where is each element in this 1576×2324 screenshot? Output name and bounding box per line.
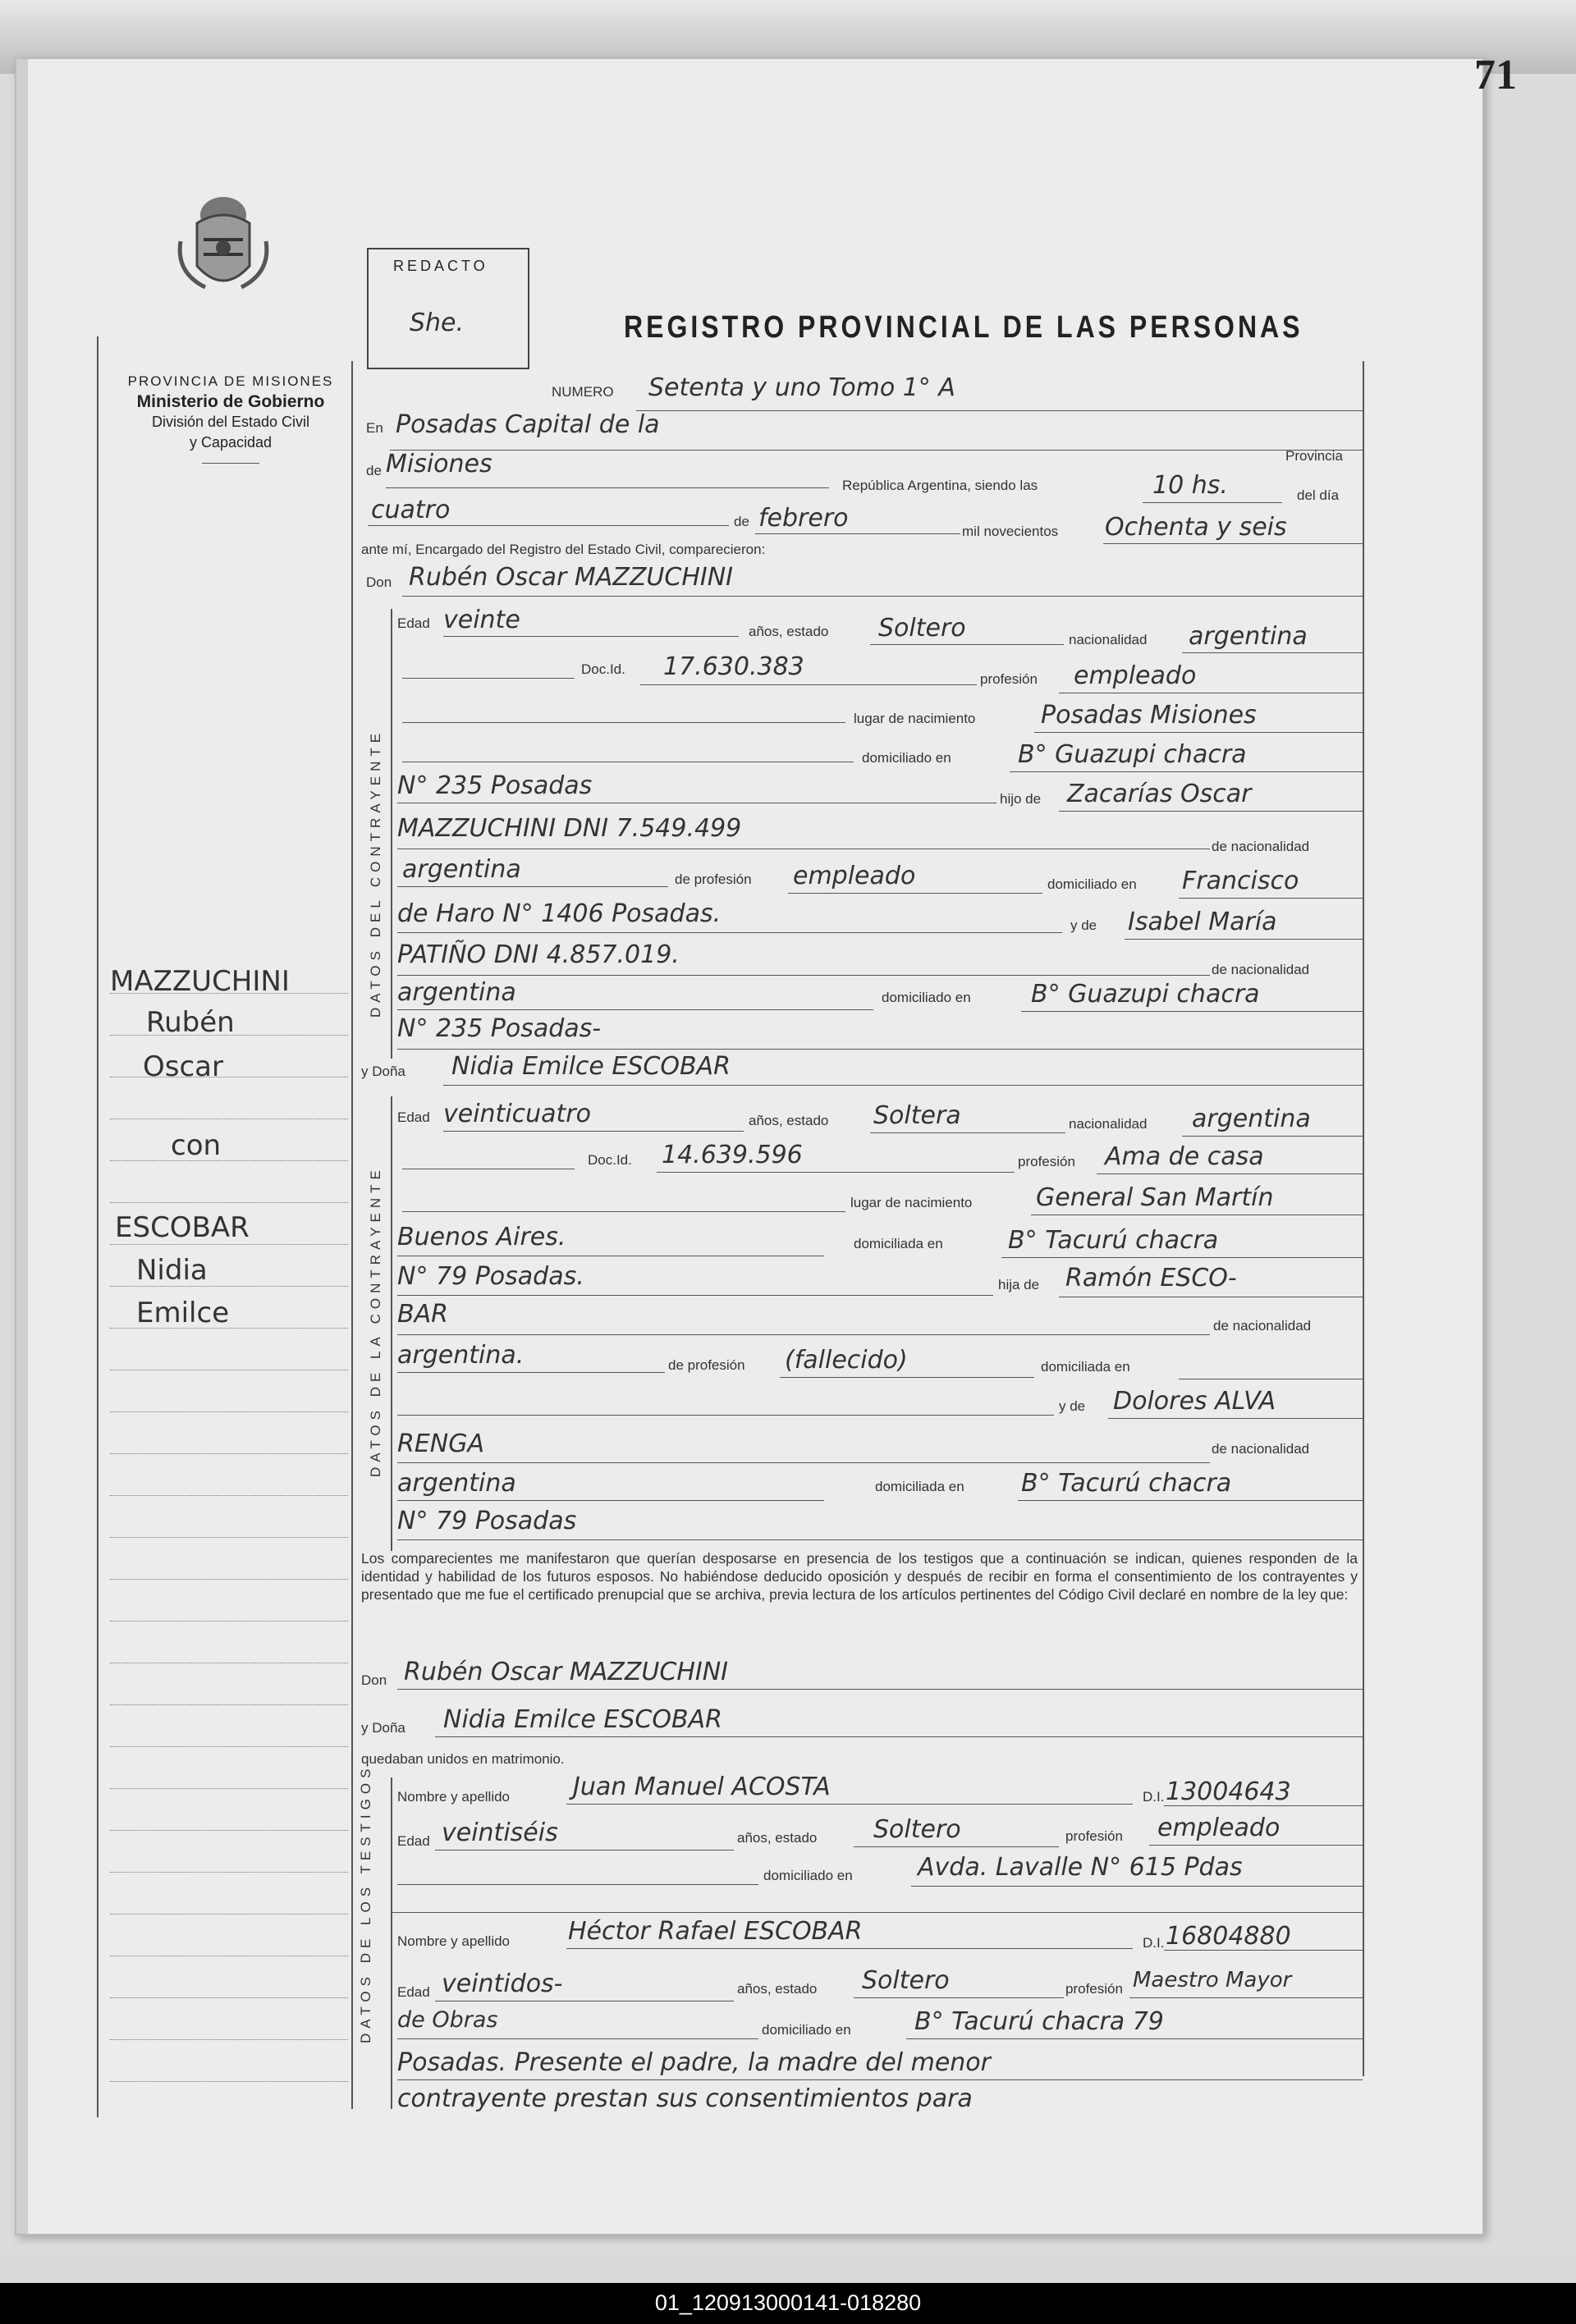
margin-note-bride-surname: ESCOBAR <box>115 1211 250 1244</box>
line <box>1125 939 1363 940</box>
groom-father-2: MAZZUCHINI DNI 7.549.499 <box>397 814 742 843</box>
line <box>640 684 977 685</box>
ante-mi-text: ante mí, Encargado del Registro del Estado Civil, comparecieron: <box>361 542 766 557</box>
line <box>755 533 960 534</box>
nacionalidad-label: nacionalidad <box>1069 632 1148 647</box>
nombre-label: Nombre y apellido <box>397 1933 511 1949</box>
anios-label: años, estado <box>749 624 829 639</box>
y-de-label: y de <box>1059 1398 1086 1414</box>
line <box>657 1172 1015 1173</box>
margin-ruled-line <box>110 1746 348 1747</box>
line <box>1182 1136 1363 1137</box>
de-nacionalidad-label: de nacionalidad <box>1212 962 1310 977</box>
section-line <box>391 609 392 1059</box>
don-label: Don <box>361 1672 387 1688</box>
margin-ruled-line <box>110 1160 348 1161</box>
bride-name: Nidia Emilce ESCOBAR <box>451 1052 731 1081</box>
domiciliado-label: domiciliado en <box>763 1868 853 1883</box>
bride-doc: 14.639.596 <box>662 1141 803 1169</box>
line <box>566 1804 1133 1805</box>
groom-father-profession: empleado <box>793 862 916 890</box>
bride-mother-nationality: argentina <box>397 1469 516 1498</box>
day: cuatro <box>371 496 451 524</box>
edad-label: Edad <box>397 1984 430 2000</box>
line <box>397 2038 758 2039</box>
bride-father: Ramón ESCO- <box>1065 1264 1237 1292</box>
redacto-initials: She. <box>410 309 465 337</box>
act-number: Setenta y uno Tomo 1° A <box>648 373 955 402</box>
line <box>911 1886 1363 1887</box>
witness-2-note-2: contrayente prestan sus consentimientos para <box>397 2084 973 2113</box>
bride-father-nationality: argentina. <box>397 1341 525 1370</box>
groom-profession: empleado <box>1074 661 1197 690</box>
domiciliado-label: domiciliado en <box>862 750 951 766</box>
line <box>1010 771 1363 772</box>
line <box>391 1912 1363 1913</box>
witness-2-id: 16804880 <box>1166 1922 1291 1951</box>
line <box>435 1736 1363 1737</box>
place: Posadas Capital de la <box>396 410 660 439</box>
groom-name: Rubén Oscar MAZZUCHINI <box>409 563 734 592</box>
bride-birthplace: General San Martín <box>1036 1183 1274 1212</box>
line <box>1059 811 1363 812</box>
line <box>397 1462 1210 1463</box>
anios-label: años, estado <box>749 1113 829 1128</box>
doc-label: Doc.Id. <box>588 1152 632 1168</box>
groom-father-address-2: de Haro N° 1406 Posadas. <box>397 899 722 928</box>
line <box>636 410 1363 411</box>
right-border-line <box>1363 361 1364 2076</box>
groom-mother: Isabel María <box>1128 908 1277 936</box>
edad-label: Edad <box>397 1833 430 1849</box>
domiciliado-label: domiciliado en <box>882 990 971 1005</box>
groom-civil-status: Soltero <box>878 614 966 643</box>
de-nacionalidad-label: de nacionalidad <box>1212 839 1310 854</box>
groom-doc: 17.630.383 <box>663 652 804 681</box>
line <box>397 1500 824 1501</box>
bride-section-label: DATOS DE LA CONTRAYENTE <box>368 1165 383 1477</box>
month: febrero <box>758 504 849 533</box>
line <box>870 1132 1065 1133</box>
bride-age: veinticuatro <box>443 1100 591 1128</box>
groom-birthplace: Posadas Misiones <box>1041 701 1257 730</box>
legal-statement: Los comparecientes me manifestaron que querían desposarse en presencia de los testigos que a continuación se indican, quienes responden de la identidad y habilidad de los futuros esposos. No habiéndose deducido oposición y después de recibir en forma el consentimiento de los contrayentes y presentado que me fue el certificado prenupcial que se archiva, previa lectura de los artículos pertinentes del Código Civil declaré en nombre de la ley que: <box>361 1550 1358 1603</box>
nombre-label: Nombre y apellido <box>397 1789 511 1805</box>
witness-1-profession: empleado <box>1157 1814 1280 1842</box>
dona-label: y Doña <box>361 1064 405 1079</box>
line <box>397 1689 1363 1690</box>
domiciliado-label: domiciliado en <box>762 2022 851 2038</box>
witness-2-civil-status: Soltero <box>862 1966 950 1995</box>
republica-label: República Argentina, siendo las <box>842 478 1038 493</box>
section-line <box>391 1777 392 2109</box>
witness-2-name: Héctor Rafael ESCOBAR <box>568 1917 863 1946</box>
line <box>1097 1173 1363 1174</box>
groom-address-2: N° 235 Posadas <box>397 771 593 800</box>
redacto-label: REDACTO <box>393 258 488 274</box>
bride-mother: Dolores ALVA <box>1113 1387 1276 1416</box>
bride-father-2: BAR <box>397 1300 448 1329</box>
witness-2-profession-2: de Obras <box>397 2007 498 2033</box>
di-label: D.I. <box>1143 1789 1165 1805</box>
margin-ruled-line <box>110 1872 348 1873</box>
witness-1-name: Juan Manuel ACOSTA <box>573 1773 831 1801</box>
line <box>397 1415 1054 1416</box>
margin-ruled-line <box>110 1704 348 1705</box>
line <box>1103 543 1363 544</box>
de-label: de <box>366 463 382 478</box>
edad-label: Edad <box>397 615 430 631</box>
redacto-box <box>367 248 529 369</box>
margin-ruled-line <box>110 2081 348 2082</box>
margin-ruled-line <box>110 1621 348 1622</box>
issuing-office <box>105 371 356 464</box>
bride-civil-status: Soltera <box>873 1101 961 1130</box>
groom-father-nationality: argentina <box>402 855 521 884</box>
profesion-label: profesión <box>1018 1154 1075 1169</box>
de-label-2: de <box>734 514 749 529</box>
groom-father-address: Francisco <box>1182 867 1299 895</box>
margin-ruled-line <box>110 1202 348 1203</box>
line <box>402 1211 845 1212</box>
left-margin-line <box>97 336 98 2117</box>
line <box>1021 1011 1363 1012</box>
bride-address-2: N° 79 Posadas. <box>397 1262 584 1291</box>
line <box>854 1846 1059 1847</box>
witness-1-age: veintiséis <box>442 1818 558 1847</box>
line <box>397 1334 1210 1335</box>
margin-note-con: con <box>171 1129 222 1162</box>
line <box>390 450 1363 451</box>
line <box>443 1085 1363 1086</box>
line <box>397 932 1062 933</box>
hija-label: hija de <box>998 1277 1040 1292</box>
line <box>906 2038 1363 2039</box>
margin-ruled-line <box>110 1244 348 1245</box>
witness-2-note-1: Posadas. Presente el padre, la madre del menor <box>397 2048 991 2077</box>
witness-2-profession: Maestro Mayor <box>1133 1968 1292 1992</box>
groom-mother-address-2: N° 235 Posadas- <box>397 1014 602 1043</box>
document-title: REGISTRO PROVINCIAL DE LAS PERSONAS <box>624 309 1303 345</box>
line <box>397 1884 758 1885</box>
margin-ruled-line <box>110 1495 348 1496</box>
groom-father: Zacarías Oscar <box>1067 780 1252 808</box>
bride-name-declaration: Nidia Emilce ESCOBAR <box>443 1705 722 1734</box>
line <box>1001 1257 1363 1258</box>
margin-ruled-line <box>110 1914 348 1915</box>
bride-profession: Ama de casa <box>1105 1142 1264 1171</box>
line <box>397 1372 665 1373</box>
margin-note-bride-middle-name: Emilce <box>136 1297 230 1329</box>
line <box>1182 652 1363 653</box>
margin-ruled-line <box>110 1411 348 1412</box>
line <box>397 1049 1363 1050</box>
line <box>1018 1500 1363 1501</box>
dona-label: y Doña <box>361 1720 405 1736</box>
margin-ruled-line <box>110 1788 348 1789</box>
de-profesion-label: de profesión <box>668 1357 745 1373</box>
bride-father-profession: (fallecido) <box>785 1346 908 1375</box>
nacionalidad-label: nacionalidad <box>1069 1116 1148 1132</box>
hijo-label: hijo de <box>1000 791 1042 807</box>
line <box>397 1295 993 1296</box>
anios-label: años, estado <box>737 1830 818 1846</box>
groom-mother-nationality: argentina <box>397 978 516 1007</box>
background-bottom <box>0 2257 1576 2283</box>
margin-ruled-line <box>110 1579 348 1580</box>
de-nacionalidad-label: de nacionalidad <box>1213 1318 1312 1334</box>
witnesses-section-label: DATOS DE LOS TESTIGOS <box>358 1764 373 2043</box>
lugar-label: lugar de nacimiento <box>854 711 976 726</box>
line <box>443 636 739 637</box>
margin-ruled-line <box>110 1830 348 1831</box>
de-profesion-label: de profesión <box>675 872 752 887</box>
line <box>780 1377 1034 1378</box>
line <box>1143 502 1282 503</box>
don-label: Don <box>366 574 392 590</box>
en-label: En <box>366 420 383 436</box>
margin-note-middle-name: Oscar <box>143 1050 223 1083</box>
profesion-label: profesión <box>980 671 1038 687</box>
bride-birthplace-2: Buenos Aires. <box>397 1223 566 1251</box>
margin-note-bride-first-name: Nidia <box>136 1254 208 1287</box>
domiciliada-label: domiciliada en <box>1041 1359 1130 1375</box>
line <box>386 487 829 488</box>
line <box>443 1131 744 1132</box>
margin-ruled-line <box>110 1537 348 1538</box>
groom-mother-2: PATIÑO DNI 4.857.019. <box>397 940 680 969</box>
edad-label: Edad <box>397 1109 430 1125</box>
lugar-label: lugar de nacimiento <box>850 1195 973 1210</box>
di-label: D.I. <box>1143 1935 1165 1951</box>
y-de-label: y de <box>1070 917 1097 933</box>
witness-1-address: Avda. Lavalle N° 615 Pdas <box>918 1853 1243 1882</box>
domiciliado-label: domiciliado en <box>1047 876 1137 892</box>
line <box>397 2079 1363 2080</box>
line <box>402 678 575 679</box>
line <box>397 1009 873 1010</box>
divider <box>202 463 259 464</box>
line <box>402 596 1363 597</box>
province-name: PROVINCIA DE MISIONES <box>127 373 334 389</box>
domiciliada-label: domiciliada en <box>875 1479 964 1494</box>
witness-2-age: veintidos- <box>442 1969 563 1998</box>
anios-label: años, estado <box>737 1981 818 1997</box>
line <box>1164 1950 1363 1951</box>
line <box>435 1850 734 1851</box>
hour: 10 hs. <box>1152 471 1228 500</box>
line <box>397 1539 1363 1540</box>
coat-of-arms-icon <box>172 190 274 300</box>
line <box>788 893 1042 894</box>
division-line-1: División del Estado Civil <box>151 414 310 430</box>
groom-nationality: argentina <box>1189 622 1308 651</box>
bride-mother-address: B° Tacurú chacra <box>1021 1469 1232 1498</box>
ministry-name: Ministerio de Gobierno <box>136 392 325 411</box>
province: Misiones <box>386 450 492 478</box>
margin-note-first-name: Rubén <box>146 1006 235 1039</box>
groom-age: veinte <box>443 606 520 634</box>
year: Ochenta y seis <box>1105 513 1287 542</box>
profesion-label: profesión <box>1065 1981 1123 1997</box>
groom-section-label: DATOS DEL CONTRAYENTE <box>368 728 383 1018</box>
groom-mother-address: B° Guazupi chacra <box>1031 980 1260 1009</box>
doc-label: Doc.Id. <box>581 661 625 677</box>
margin-ruled-line <box>110 1997 348 1998</box>
bride-mother-2: RENGA <box>397 1430 485 1458</box>
bride-mother-address-2: N° 79 Posadas <box>397 1507 577 1535</box>
line <box>368 525 729 526</box>
main-border-line <box>351 361 353 2109</box>
de-nacionalidad-label: de nacionalidad <box>1212 1441 1310 1457</box>
domiciliada-label: domiciliada en <box>854 1236 943 1251</box>
line <box>1129 1997 1363 1998</box>
page-number: 71 <box>1474 52 1517 98</box>
profesion-label: profesión <box>1065 1828 1123 1844</box>
del-dia-label: del día <box>1297 487 1340 503</box>
line <box>1034 732 1363 733</box>
line <box>870 644 1064 645</box>
witness-2-address: B° Tacurú chacra 79 <box>914 2007 1164 2036</box>
line <box>854 1997 1064 1998</box>
line <box>397 975 1210 976</box>
division-line-2: y Capacidad <box>189 434 273 451</box>
groom-address: B° Guazupi chacra <box>1018 740 1247 769</box>
line <box>1108 1418 1363 1419</box>
line <box>402 722 845 723</box>
witness-1-civil-status: Soltero <box>873 1815 961 1844</box>
margin-note-surname: MAZZUCHINI <box>110 965 290 998</box>
mil-label: mil novecientos <box>962 524 1059 539</box>
line <box>1149 1845 1363 1846</box>
line <box>1164 1805 1363 1806</box>
section-line <box>391 1096 392 1551</box>
margin-ruled-line <box>110 2039 348 2040</box>
margin-ruled-line <box>110 1453 348 1454</box>
matrimony-statement: quedaban unidos en matrimonio. <box>361 1751 565 1767</box>
witness-1-id: 13004643 <box>1166 1777 1291 1806</box>
groom-name-declaration: Rubén Oscar MAZZUCHINI <box>404 1658 729 1686</box>
line <box>1179 898 1363 899</box>
provincia-label: Provincia <box>1285 448 1343 464</box>
line <box>566 1948 1133 1949</box>
bride-address: B° Tacurú chacra <box>1008 1226 1219 1255</box>
numero-label: NUMERO <box>552 384 614 400</box>
image-identifier: 01_120913000141-018280 <box>654 2290 922 2315</box>
bride-nationality: argentina <box>1192 1105 1311 1133</box>
line <box>397 886 668 887</box>
